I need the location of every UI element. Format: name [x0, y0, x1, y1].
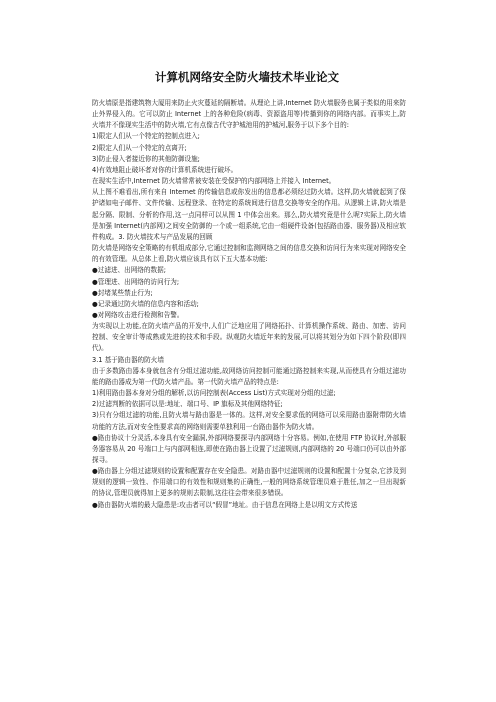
document-body — [92, 98, 406, 511]
paragraph: 由于多数路由器本身就包含有分组过滤功能,故网络访问控制可能通过路控制来实现,从而使具有分组过滤功能的路由器成为第一代防火墙产品。第一代防火墙产品的特点是: — [92, 366, 406, 386]
document-title: 计算机网络安全防火墙技术毕业论文 — [155, 70, 339, 84]
list-item: ●对网络攻击进行检测和告警。 — [92, 310, 184, 319]
list-item: ●封堵某些禁止行为; — [92, 288, 153, 297]
paragraph: 在现实生活中,Internet 防火墙常常被安装在受保护的内部网络上并接入 Internet。 — [92, 177, 336, 186]
list-item: 3)只有分组过滤的功能,且防火墙与路由器是一体的。这样,对安全要求低的网络可以采用路由器附带防火墙功能的方法,而对安全性要求高的网络则需要单独利用一台路由器作为防火墙。 — [92, 411, 406, 431]
list-item: ●路由器上分组过滤规则的设置和配置存在安全隐患。对路由器中过滤规则的设置和配置十分复杂,它涉及到规则的逻辑一致性、作用端口的有效性和规则集的正确性,一般的网络系统管理员难于胜任,加之一旦出现新的协议,管理员就得加上更多的规则去限制,这往往会带来很多错误。 — [92, 467, 406, 498]
list-item: 1)限定人们从一个特定的控制点进入; — [92, 132, 200, 141]
paragraph: 防火墙是网络安全策略的有机组成部分,它通过控制和监测网络之间的信息交换和访问行为来实现对网络安全的有效管理。从总体上看,防火墙应该具有以下五大基本功能: — [92, 244, 406, 264]
list-item: 2)过滤判断的依据可以是:地址、端口号、IP 旗标及其他网络特征; — [92, 400, 283, 409]
list-item: 4)有效地阻止破坏者对你的计算机系统进行破坏。 — [92, 165, 238, 174]
section-heading: 3.1 基于路由器的防火墙 — [92, 355, 164, 364]
list-item: 3)防止侵入者接近你的其他防御设施; — [92, 154, 200, 163]
list-item: 1)利用路由器本身对分组的解析,以访问控制表(Access List)方式实现对分组的过滤; — [92, 389, 336, 398]
list-item: ●过滤进、出网络的数据; — [92, 266, 166, 275]
list-item: ●管理进、出网络的访问行为; — [92, 277, 180, 286]
paragraph: 为实现以上功能,在防火墙产品的开发中,人们广泛地应用了网络拓扑、计算机操作系统、路由、加密、访问控制、安全审计等成熟或先进的技术和手段。纵观防火墙近年来的发展,可以将其划分为如下四个阶段(即四代)。 — [92, 322, 406, 353]
list-item: 2)限定人们从一个特定的点离开; — [92, 143, 187, 152]
paragraph: 从上图不难看出,所有来自 Internet 的传输信息或你发出的信息都必须经过防火墙。这样,防火墙就起到了保护诸如电子邮件、文件传输、远程登录、在特定的系统间进行信息交换等安全的作用。从逻辑上讲,防火墙是起分隔、限制、分析的作用,这一点同样可以从图 1 中体会出来。那么,防火墙究竟是什么呢?实际上,防火墙是加强 Internet(内部网)之间安全防御的一个或一组系统,它由一组硬件设备(包括路由器、服务器)及相应软件构成。3. 防火墙技术与产品发展的回顾 — [92, 188, 406, 241]
list-item: ●路由器防火墙的最大隐患是:攻击者可以“假冒”地址。由于信息在网络上是以明文方式传送 — [92, 500, 358, 509]
list-item: ●记录通过防火墙的信息内容和活动; — [92, 299, 199, 308]
list-item: ●路由协议十分灵活,本身具有安全漏洞,外部网络要探寻内部网络十分容易。例如,在使用 FTP 协议时,外部服务器容易从 20 号端口上与内部网相连,即使在路由器上设置了过滤规则,内部网络的 20 号端口仍可以由外部探寻。 — [92, 433, 406, 464]
paragraph: 防火墙原是指建筑物大厦用来防止火灾蔓延的隔断墙。从理论上讲,Internet 防火墙服务也属于类似的用来防止外界侵入的。它可以防止 Internet 上的各种危险(病毒、资源盗用等)传播到你的网络内部。而事实上,防火墙并不像现实生活中的防火墙,它有点像古代守护城池用的护城河,服务于以下多个目的: — [92, 99, 406, 130]
